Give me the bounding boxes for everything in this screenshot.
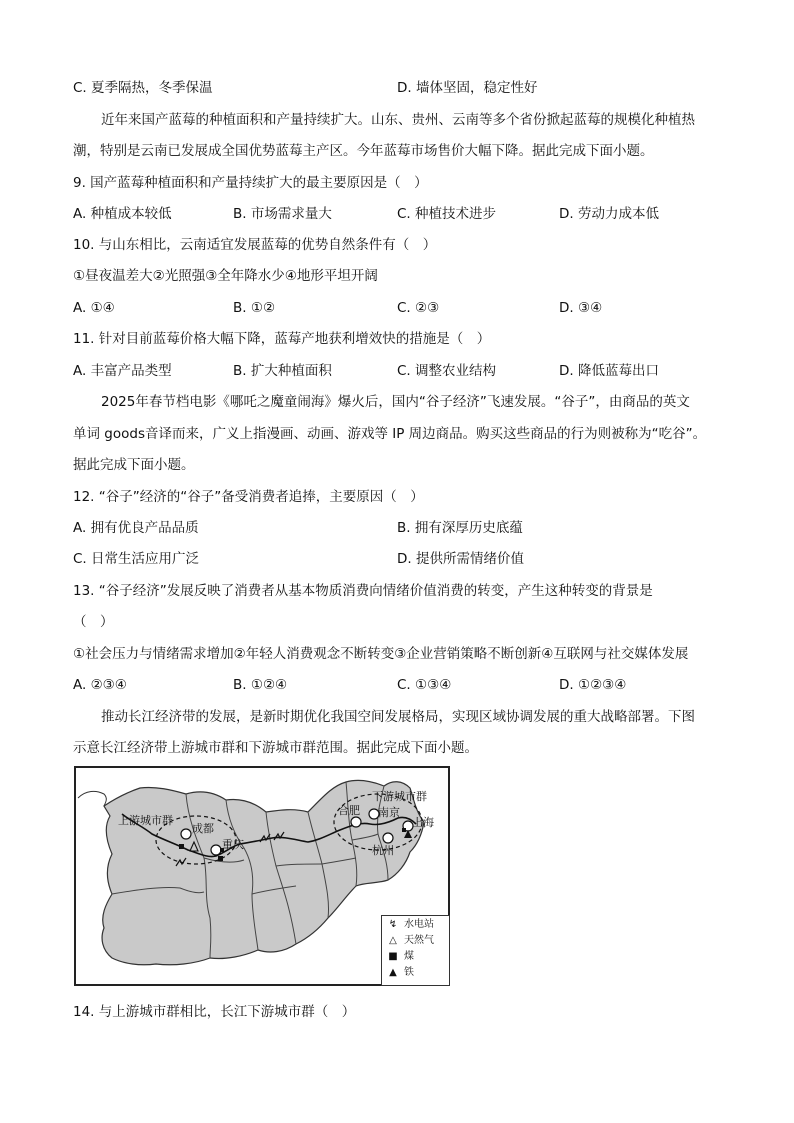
q10-option-d: D. ③④ bbox=[559, 300, 603, 316]
upstream-cluster-label: 上游城市群 bbox=[118, 814, 173, 827]
passage-blueberry-line2: 潮，特别是云南已发展成全国优势蓝莓主产区。今年蓝莓市场售价大幅下降。据此完成下面小题。 bbox=[73, 143, 654, 159]
legend-coal-label: 煤 bbox=[404, 951, 414, 962]
passage-yangtze-line1: 推动长江经济带的发展，是新时期优化我国空间发展格局，实现区域协调发展的重大战略部署。下图 bbox=[101, 709, 695, 725]
passage-yangtze-line2: 示意长江经济带上游城市群和下游城市群范围。据此完成下面小题。 bbox=[73, 740, 478, 756]
q11-option-b: B. 扩大种植面积 bbox=[233, 363, 332, 379]
q10-option-c: C. ②③ bbox=[397, 300, 440, 316]
iron-icon: ▲ bbox=[389, 967, 397, 978]
city-hangzhou-marker bbox=[383, 833, 393, 843]
q13-option-c: C. ①③④ bbox=[397, 677, 452, 693]
q13-items: ①社会压力与情绪需求增加②年轻人消费观念不断转变③企业营销策略不断创新④互联网与社交媒体发展 bbox=[73, 646, 689, 662]
q11-option-c: C. 调整农业结构 bbox=[397, 363, 497, 379]
q8-option-c: C. 夏季隔热，冬季保温 bbox=[73, 80, 213, 96]
coal-icon: ■ bbox=[388, 951, 398, 962]
q12-option-b: B. 拥有深厚历史底蕴 bbox=[397, 520, 523, 536]
city-nanjing-label: 南京 bbox=[378, 806, 400, 819]
legend-gas-label: 天然气 bbox=[404, 935, 434, 946]
passage-guzi-line3: 据此完成下面小题。 bbox=[73, 457, 195, 473]
coal-symbol bbox=[179, 844, 184, 849]
q9-stem: 9. 国产蓝莓种植面积和产量持续扩大的最主要原因是（ ） bbox=[73, 175, 428, 191]
city-chengdu-label: 成都 bbox=[192, 822, 214, 835]
q10-option-b: B. ①② bbox=[233, 300, 276, 316]
q13-stem-blank: （ ） bbox=[73, 614, 114, 630]
q9-option-d: D. 劳动力成本低 bbox=[559, 206, 659, 222]
q14-stem: 14. 与上游城市群相比，长江下游城市群（ ） bbox=[73, 1004, 356, 1020]
q10-stem: 10. 与山东相比，云南适宜发展蓝莓的优势自然条件有（ ） bbox=[73, 237, 437, 253]
legend-row-hydro bbox=[386, 917, 434, 933]
city-hefei-label: 合肥 bbox=[338, 804, 360, 817]
q9-option-b: B. 市场需求量大 bbox=[233, 206, 332, 222]
legend-row-gas bbox=[386, 933, 434, 949]
legend-row-coal bbox=[386, 949, 414, 965]
city-shanghai-label: 上海 bbox=[412, 816, 434, 829]
q13-option-b: B. ①②④ bbox=[233, 677, 288, 693]
legend-hydro-label: 水电站 bbox=[404, 919, 434, 930]
q12-option-c: C. 日常生活应用广泛 bbox=[73, 551, 200, 567]
q12-stem: 12. “谷子”经济的“谷子”备受消费者追捧，主要原因（ ） bbox=[73, 489, 424, 505]
q13-option-a: A. ②③④ bbox=[73, 677, 127, 693]
q13-stem: 13. “谷子经济”发展反映了消费者从基本物质消费向情绪价值消费的转变，产生这种转变的背景是 bbox=[73, 583, 653, 599]
city-hefei-marker bbox=[351, 817, 361, 827]
q9-option-c: C. 种植技术进步 bbox=[397, 206, 497, 222]
q11-option-a: A. 丰富产品类型 bbox=[73, 363, 172, 379]
map-region bbox=[102, 780, 424, 964]
yangtze-economic-belt-map bbox=[74, 766, 450, 986]
map-legend bbox=[381, 915, 450, 986]
passage-guzi-line2: 单词 goods音译而来，广义上指漫画、动画、游戏等 IP 周边商品。购买这些商品的行为则被称为“吃谷”。 bbox=[73, 426, 707, 442]
legend-iron-label: 铁 bbox=[404, 967, 414, 978]
downstream-cluster-label: 下游城市群 bbox=[372, 790, 427, 803]
legend-row-iron bbox=[386, 965, 414, 981]
q11-option-d: D. 降低蓝莓出口 bbox=[559, 363, 659, 379]
q12-option-a: A. 拥有优良产品品质 bbox=[73, 520, 199, 536]
city-chongqing-label: 重庆 bbox=[222, 838, 244, 851]
passage-blueberry-line1: 近年来国产蓝莓的种植面积和产量持续扩大。山东、贵州、云南等多个省份掀起蓝莓的规模化种植热 bbox=[101, 112, 695, 128]
q13-option-d: D. ①②③④ bbox=[559, 677, 627, 693]
q11-stem: 11. 针对目前蓝莓价格大幅下降，蓝莓产地获利增效快的措施是（ ） bbox=[73, 331, 491, 347]
natural-gas-icon: △ bbox=[389, 935, 397, 946]
city-chengdu-marker bbox=[181, 829, 191, 839]
hydro-station-icon: ↯ bbox=[388, 919, 398, 930]
city-chongqing-marker bbox=[211, 845, 221, 855]
coal-symbol bbox=[402, 828, 406, 832]
city-hangzhou-label: 杭州 bbox=[372, 844, 394, 857]
q8-option-d: D. 墙体坚固，稳定性好 bbox=[397, 80, 538, 96]
coal-symbol bbox=[218, 856, 223, 861]
q9-option-a: A. 种植成本较低 bbox=[73, 206, 172, 222]
q10-option-a: A. ①④ bbox=[73, 300, 115, 316]
q12-option-d: D. 提供所需情绪价值 bbox=[397, 551, 524, 567]
map-outer-line bbox=[78, 791, 106, 806]
q10-items: ①昼夜温差大②光照强③全年降水少④地形平坦开阔 bbox=[73, 268, 378, 284]
passage-guzi-line1: 2025年春节档电影《哪吒之魔童闹海》爆火后，国内“谷子经济”飞速发展。“谷子”，由商品的英文 bbox=[101, 394, 690, 410]
